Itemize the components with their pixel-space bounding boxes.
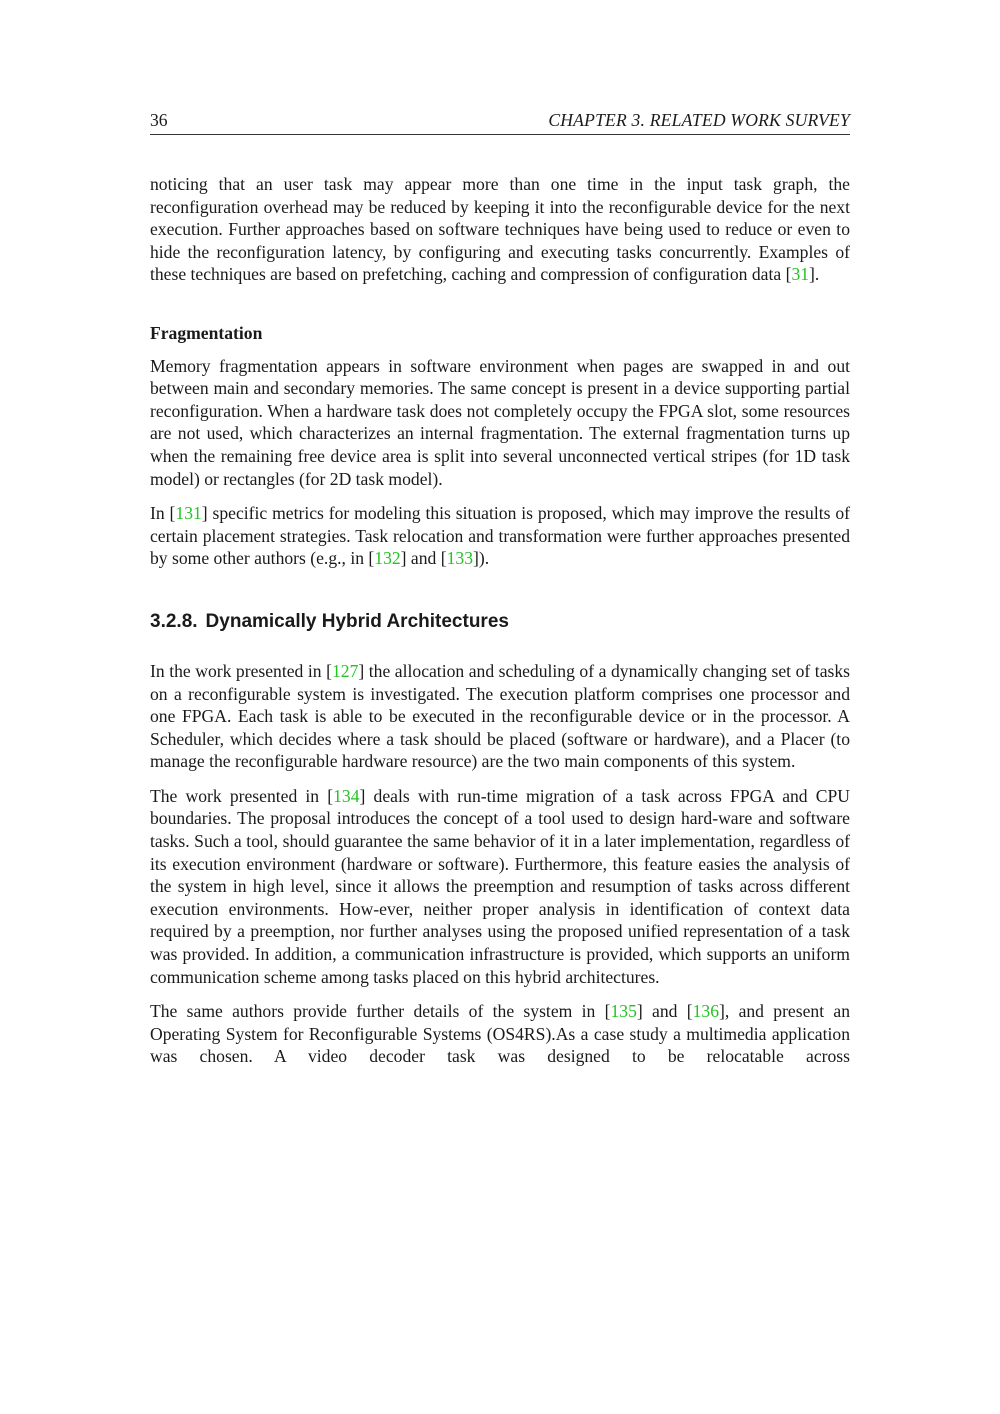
citation-link[interactable]: 136 — [692, 1001, 719, 1022]
text-run: The same authors provide further details of the system in — [150, 1001, 605, 1022]
text-run: In the work presented in — [150, 660, 327, 681]
fragmentation-paragraph-1: Memory fragmentation appears in software environment when pages are swapped in and out between main and secondary memories. The same concept is present in a device supporting partial reconfiguration. When a hardware task does not completely occupy the FPGA slot, some resources are not used, which characterizes an internal fragmentation. The external fragmentation turns up when the remaining free device area is split into several unconnected vertical stripes (for 1D task model) or rectangles (for 2D task model). — [150, 355, 850, 489]
intro-paragraph: noticing that an user task may appear more than one time in the input task graph, the reconfiguration overhead may be reduced by keeping it into the reconfigurable device for the next execution. Further approaches based on software techniques have being used to reduce or even to hide the reconfiguration latency, by configuring and executing tasks concurrently. Examples of these techniques are based on prefetching, caching and compression of configuration data [31]. — [150, 174, 850, 285]
page — [150, 108, 850, 1068]
citation-link[interactable]: 131 — [175, 503, 202, 524]
fragmentation-heading: Fragmentation — [150, 322, 263, 343]
section-paragraph-1: In the work presented in [127] the allocation and scheduling of a dynamically changing set of tasks on a reconfigurable system is investigated. The execution platform comprises one processor and one FPGA. Each task is able to be executed in the reconfigurable device or in the processor. A Scheduler, which decides where a task should be placed (software or hardware), and a Placer (to manage the reconfigurable hardware resource) are the two main components of this system. — [150, 660, 850, 772]
section-heading — [150, 610, 850, 634]
text-run: The work presented in — [150, 785, 328, 806]
intro-end: . — [814, 264, 820, 285]
citation-link[interactable]: 132 — [374, 548, 401, 569]
section-paragraph-3: The same authors provide further details of the system in [135] and [136], and present an Operating System for Reconfigurable Systems (OS4RS).As a case study a multimedia application was chosen. A video decoder task was designed to be relocatable across — [150, 1001, 850, 1067]
page-number: 36 — [150, 110, 168, 130]
intro-text: noticing that an user task may appear more than one time in the input task graph, the reconfiguration overhead may be reduced by keeping it into the reconfigurable device for the next execution. Further approaches based on software techniques have being used to reduce or even to hide the reconfiguration latency, by configuring and executing tasks concurrently. Examples of these techniques are based on prefetching, caching and compression of configuration data — [150, 174, 850, 285]
citation-link[interactable]: 127 — [331, 660, 359, 681]
fragmentation-paragraph-2: In [131] specific metrics for modeling this situation is proposed, which may improve the results of certain placement strategies. Task relocation and transformation were further approaches presented by some other authors (e.g., in [132] and [133]). — [150, 503, 850, 569]
section-title: Dynamically Hybrid Architectures — [205, 610, 509, 632]
running-header — [150, 108, 850, 135]
text-run: deals with run-time migration of a task across FPGA and CPU boundaries. The proposal introduces the concept of a tool used to design hard-ware and software tasks. Such a tool, should guarantee the same behavior of it in a later implementation, regardless of its execution environment (hardware or software). Furthermore, this feature easies the analysis of the system in high level, since it allows the preemption and resumption of tasks across different execution environments. How-ever, neither proper analysis in identification of context data required by a preemption, nor further analyses using the proposed unified representation of a task was provided. In addition, a communication infrastructure is provided, which supports an uniform communication scheme among tasks placed on this hybrid architectures. — [150, 785, 850, 987]
section-paragraph-2: The work presented in [134] deals with run-time migration of a task across FPGA and CPU boundaries. The proposal introduces the concept of a tool used to design hard-ware and software tasks. Such a tool, should guarantee the same behavior of it in a later implementation, regardless of its execution environment (hardware or software). Furthermore, this feature easies the analysis of the system in high level, since it allows the preemption and resumption of tasks across different execution environments. How-ever, neither proper analysis in identification of context data required by a preemption, nor further analyses using the proposed unified representation of a task was provided. In addition, a communication infrastructure is provided, which supports an uniform communication scheme among tasks placed on this hybrid architectures. — [150, 785, 850, 987]
text-run: ]). — [472, 548, 490, 569]
citation-link[interactable]: 133 — [446, 548, 473, 569]
text-run: and — [642, 1001, 687, 1022]
citation-link[interactable]: 135 — [610, 1001, 637, 1022]
citation-link[interactable]: 134 — [333, 785, 360, 806]
section-number: 3.2.8. — [150, 610, 198, 632]
chapter-title: CHAPTER 3. RELATED WORK SURVEY — [548, 110, 850, 130]
text-run: and — [406, 548, 441, 569]
citation-link[interactable]: 31 — [791, 264, 810, 285]
text-run: specific metrics for modeling this situation is proposed, which may improve the results of certain placement strategies. Task relocation and transformation were further approaches presented by some other authors (e.g., in — [150, 503, 850, 569]
text-run: , and present an Operating System for Reconfigurable Systems (OS4RS).As a case study a multimedia application was chosen. A video decoder task was designed to be relocatable across — [150, 1001, 850, 1067]
text-run: In — [150, 503, 170, 524]
text-run: the allocation and scheduling of a dynamically changing set of tasks on a reconfigurable system is investigated. The execution platform comprises one processor and one FPGA. Each task is able to be executed in the reconfigurable device or in the processor. A Scheduler, which decides where a task should be placed (software or hardware), and a Placer (to manage the reconfigurable hardware resource) are the two main components of this system. — [150, 660, 850, 772]
